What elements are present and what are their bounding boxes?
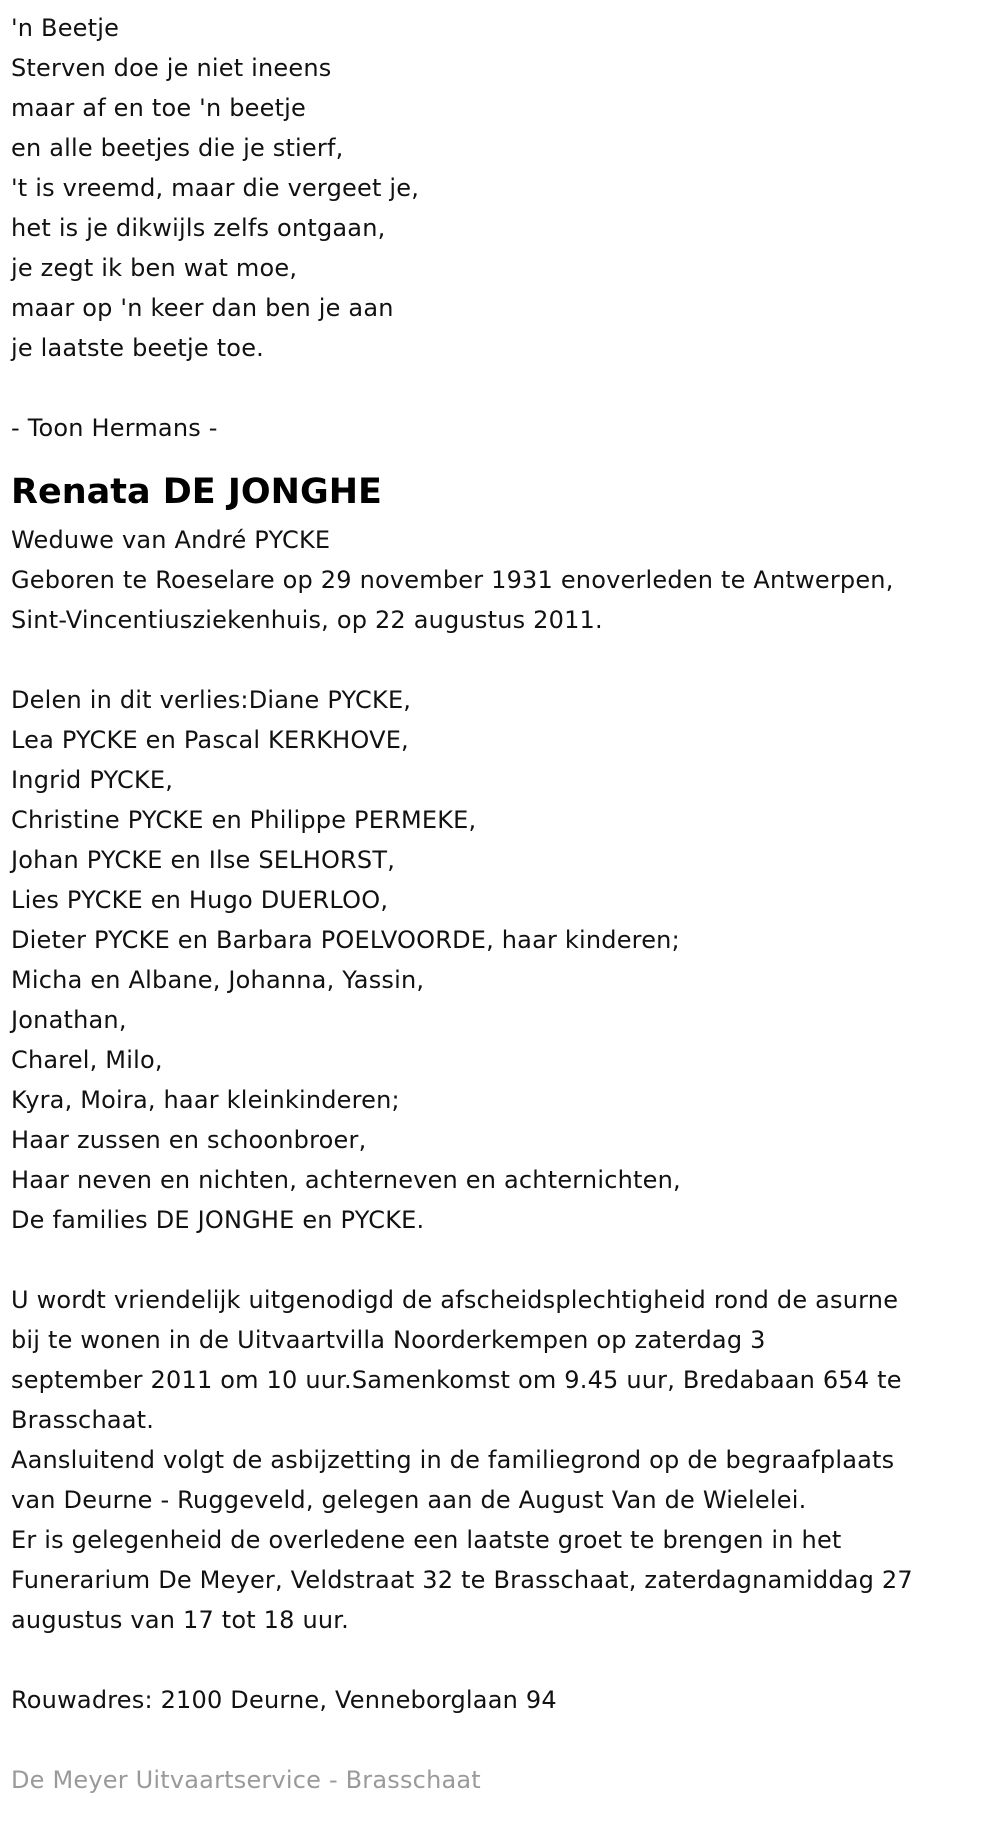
mourner-line: Haar zussen en schoonbroer,: [11, 1126, 367, 1154]
spacer: [11, 368, 1000, 408]
poem-line: je zegt ik ben wat moe,: [11, 254, 298, 282]
poem-line: 't is vreemd, maar die vergeet je,: [11, 174, 420, 202]
poem-title: 'n Beetje: [11, 14, 120, 42]
mourner-line: Haar neven en nichten, achterneven en achternichten,: [11, 1166, 681, 1194]
mourner-line: Ingrid PYCKE,: [11, 766, 174, 794]
ceremony-line: Er is gelegenheid de overledene een laatste groet te brengen in het: [11, 1526, 842, 1554]
spacer: [11, 1240, 1000, 1280]
ceremony-line: Aansluitend volgt de asbijzetting in de familiegrond op de begraafplaats: [11, 1446, 895, 1474]
poem-line: het is je dikwijls zelfs ontgaan,: [11, 214, 386, 242]
mourners-list: [11, 680, 1000, 1240]
widow-of: Weduwe van André PYCKE: [11, 526, 331, 554]
deceased-name: Renata DE JONGHE: [11, 472, 382, 512]
poem-line: en alle beetjes die je stierf,: [11, 134, 344, 162]
ceremony-line: Brasschaat.: [11, 1406, 155, 1434]
mourning-address: Rouwadres: 2100 Deurne, Venneborglaan 94: [11, 1686, 557, 1714]
mourner-line: Christine PYCKE en Philippe PERMEKE,: [11, 806, 477, 834]
mourner-line: Johan PYCKE en Ilse SELHORST,: [11, 846, 396, 874]
poem-line: je laatste beetje toe.: [11, 334, 264, 362]
ceremony-line: Funerarium De Meyer, Veldstraat 32 te Brasschaat, zaterdagnamiddag 27: [11, 1566, 913, 1594]
poem-line: maar af en toe 'n beetje: [11, 94, 307, 122]
mourner-line: Lea PYCKE en Pascal KERKHOVE,: [11, 726, 409, 754]
mourner-line: Charel, Milo,: [11, 1046, 163, 1074]
mourner-line: Jonathan,: [11, 1006, 127, 1034]
poem-line: Sterven doe je niet ineens: [11, 54, 332, 82]
ceremony-line: augustus van 17 tot 18 uur.: [11, 1606, 349, 1634]
deceased-details: [11, 520, 1000, 640]
mourner-line: Micha en Albane, Johanna, Yassin,: [11, 966, 425, 994]
poem: [11, 8, 1000, 448]
poem-author: - Toon Hermans -: [11, 414, 218, 442]
poem-line: maar op 'n keer dan ben je aan: [11, 294, 394, 322]
ceremony-info: [11, 1280, 1000, 1640]
mourner-line: Dieter PYCKE en Barbara POELVOORDE, haar kinderen;: [11, 926, 680, 954]
spacer: [11, 1640, 1000, 1680]
mourner-line: Delen in dit verlies:Diane PYCKE,: [11, 686, 412, 714]
mourner-line: Lies PYCKE en Hugo DUERLOO,: [11, 886, 389, 914]
mourner-line: Kyra, Moira, haar kleinkinderen;: [11, 1086, 400, 1114]
ceremony-line: U wordt vriendelijk uitgenodigd de afscheidsplechtigheid rond de asurne: [11, 1286, 899, 1314]
birth-death-line: Sint-Vincentiusziekenhuis, op 22 augustus 2011.: [11, 606, 603, 634]
ceremony-line: van Deurne - Ruggeveld, gelegen aan de August Van de Wielelei.: [11, 1486, 807, 1514]
birth-death-line: Geboren te Roeselare op 29 november 1931 enoverleden te Antwerpen,: [11, 566, 894, 594]
funeral-service-footer: De Meyer Uitvaartservice - Brasschaat: [11, 1766, 481, 1794]
ceremony-line: september 2011 om 10 uur.Samenkomst om 9.45 uur, Bredabaan 654 te: [11, 1366, 902, 1394]
spacer: [11, 640, 1000, 680]
mourner-line: De families DE JONGHE en PYCKE.: [11, 1206, 425, 1234]
ceremony-line: bij te wonen in de Uitvaartvilla Noorderkempen op zaterdag 3: [11, 1326, 766, 1354]
